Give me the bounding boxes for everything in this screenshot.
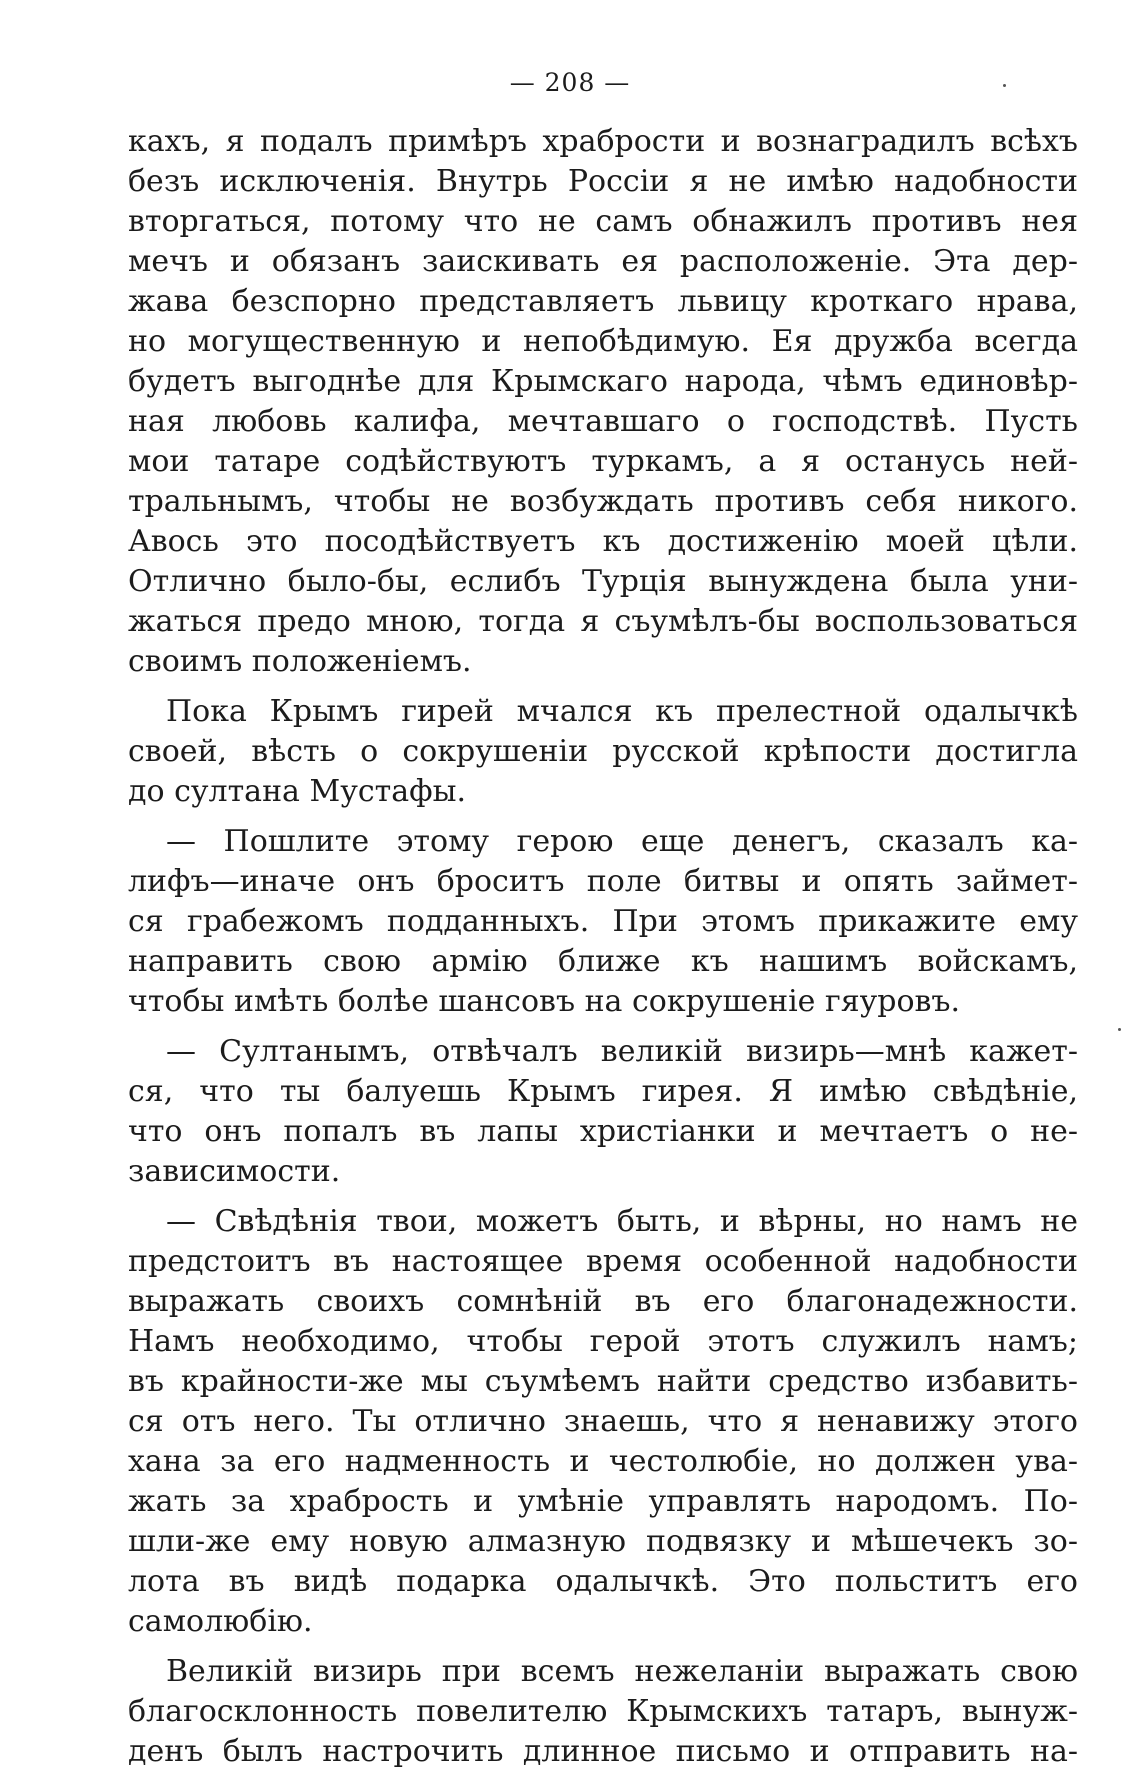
text-line: — Свѣдѣнія твои, можетъ быть, и вѣрны, но намъ не bbox=[166, 1204, 1078, 1239]
text-line: тральнымъ, чтобы не возбуждать противъ себя никого. bbox=[128, 484, 1078, 519]
text-line: безъ исключенія. Внутрь Россіи я не имѣю надобности bbox=[128, 164, 1078, 199]
text-line: благосклонность повелителю Крымскихъ татаръ, вынуж- bbox=[128, 1694, 1078, 1729]
text-line: чтобы имѣть болѣе шансовъ на сокрушеніе гяуровъ. bbox=[128, 984, 961, 1019]
body-text bbox=[128, 122, 1078, 1772]
paragraph bbox=[128, 1032, 1078, 1192]
text-line: денъ былъ настрочить длинное письмо и отправить на- bbox=[128, 1734, 1078, 1769]
text-line: жава безспорно представляетъ львицу кроткаго нрава, bbox=[128, 284, 1078, 319]
paragraph bbox=[128, 822, 1078, 1022]
text-line: будетъ выгоднѣе для Крымскаго народа, чѣмъ единовѣр- bbox=[128, 364, 1078, 399]
text-line: но могущественную и непобѣдимую. Ея дружба всегда bbox=[128, 324, 1078, 359]
text-line: — Пошлите этому герою еще денегъ, сказалъ ка- bbox=[166, 824, 1078, 859]
text-line: въ крайности-же мы съумѣемъ найти средство избавить- bbox=[128, 1364, 1078, 1399]
text-line: выражать своихъ сомнѣній въ его благонадежности. bbox=[128, 1284, 1078, 1319]
text-line: своимъ положеніемъ. bbox=[128, 644, 472, 679]
print-speck bbox=[1003, 84, 1006, 87]
page-number: — 208 — bbox=[509, 68, 631, 97]
text-line: направить свою армію ближе къ нашимъ войскамъ, bbox=[128, 944, 1078, 979]
text-line: до султана Мустафы. bbox=[128, 774, 467, 809]
print-speck bbox=[1118, 1028, 1121, 1031]
text-line: вторгаться, потому что не самъ обнажилъ противъ нея bbox=[128, 204, 1078, 239]
text-line: мои татаре содѣйствуютъ туркамъ, а я останусь ней- bbox=[128, 444, 1078, 479]
text-line: жать за храбрость и умѣніе управлять народомъ. По- bbox=[128, 1484, 1078, 1519]
text-line: ся грабежомъ подданныхъ. При этомъ прикажите ему bbox=[128, 904, 1078, 939]
text-line: лота въ видѣ подарка одалычкѣ. Это польститъ его bbox=[128, 1564, 1078, 1599]
text-line: Намъ необходимо, чтобы герой этотъ служилъ намъ; bbox=[128, 1324, 1078, 1359]
paragraph bbox=[128, 692, 1078, 812]
text-line: жаться предо мною, тогда я съумѣлъ-бы воспользоваться bbox=[128, 604, 1078, 639]
text-line: мечъ и обязанъ заискивать ея расположеніе. Эта дер- bbox=[128, 244, 1078, 279]
text-line: ся, что ты балуешь Крымъ гирея. Я имѣю свѣдѣніе, bbox=[128, 1074, 1078, 1109]
text-line: зависимости. bbox=[128, 1154, 341, 1189]
text-line: Пока Крымъ гирей мчался къ прелестной одалычкѣ bbox=[166, 694, 1078, 729]
text-line: Отлично было-бы, еслибъ Турція вынуждена была уни- bbox=[128, 564, 1078, 599]
text-line: кахъ, я подалъ примѣръ храбрости и вознаградилъ всѣхъ bbox=[128, 124, 1078, 159]
paragraph bbox=[128, 1202, 1078, 1642]
text-line: самолюбію. bbox=[128, 1604, 313, 1639]
text-line: что онъ попалъ въ лапы христіанки и мечтаетъ о не- bbox=[128, 1114, 1078, 1149]
text-line: предстоитъ въ настоящее время особенной надобности bbox=[128, 1244, 1078, 1279]
text-line: лифъ—иначе онъ броситъ поле битвы и опять займет- bbox=[128, 864, 1078, 899]
text-line: своей, вѣсть о сокрушеніи русской крѣпости достигла bbox=[128, 734, 1078, 769]
paragraph bbox=[128, 122, 1078, 682]
text-line: Авось это посодѣйствуетъ къ достиженію моей цѣли. bbox=[128, 524, 1078, 559]
text-line: хана за его надменность и честолюбіе, но должен ува- bbox=[128, 1444, 1078, 1479]
text-line: — Султанымъ, отвѣчалъ великій визирь—мнѣ кажет- bbox=[166, 1034, 1078, 1069]
paragraph bbox=[128, 1652, 1078, 1772]
text-line: шли-же ему новую алмазную подвязку и мѣшечекъ зо- bbox=[128, 1524, 1078, 1559]
text-line: Великій визирь при всемъ нежеланіи выражать свою bbox=[166, 1654, 1078, 1689]
text-line: ся отъ него. Ты отлично знаешь, что я ненавижу этого bbox=[128, 1404, 1078, 1439]
text-line: ная любовь калифа, мечтавшаго о господствѣ. Пусть bbox=[128, 404, 1078, 439]
